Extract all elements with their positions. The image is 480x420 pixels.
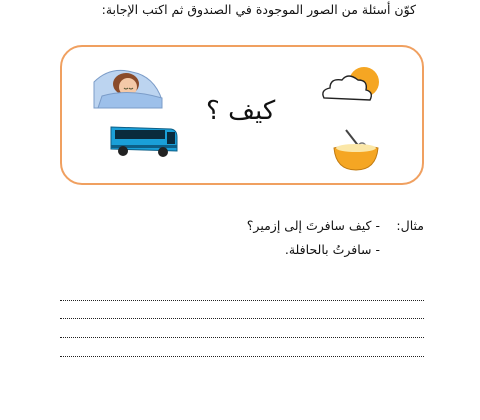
weather-sun-cloud-icon — [318, 62, 384, 108]
question-word: كيف ؟ — [206, 96, 276, 126]
mixing-bowl-icon — [330, 126, 382, 174]
instruction: كوّن أسئلة من الصور الموجودة في الصندوق ثم اكتب الإجابة: — [101, 2, 416, 17]
answer-line-1[interactable] — [60, 300, 424, 301]
answer-line-3[interactable] — [60, 337, 424, 338]
answer-line-4[interactable] — [60, 356, 424, 357]
sleeping-icon — [92, 62, 164, 110]
example-question: - كيف سافرتَ إلى إزمير؟ — [246, 218, 380, 233]
bus-icon — [107, 121, 179, 161]
example-label: مثال: — [396, 218, 424, 233]
answer-line-2[interactable] — [60, 318, 424, 319]
example-answer: - سافرتُ بالحافلة. — [284, 242, 380, 257]
